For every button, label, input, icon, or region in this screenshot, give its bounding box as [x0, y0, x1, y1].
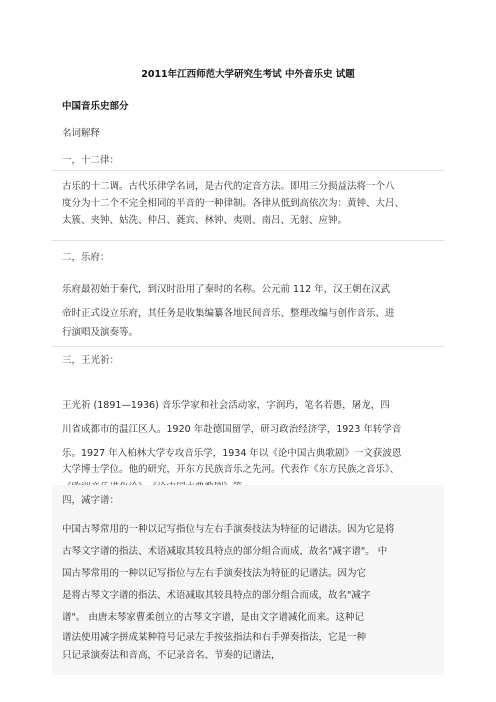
text-line: 谱"。 由唐末琴家曹柔创立的古琴文字谱，是由文字谱减化而来。这种记: [62, 612, 364, 623]
text-line: 大学博士学位。他的研究，开东方民族音乐之先河。代表作《东方民族之音乐》、: [62, 464, 400, 475]
section-title: 中国音乐史部分: [62, 101, 129, 112]
text-line: 王光祈 (1891—1936) 音乐学家和社会活动家，字润玙，笔名若愚，屠龙，四: [62, 400, 390, 411]
term-body-4: [62, 519, 434, 665]
text-line: 国古琴常用的一种以记写指位与左右手演奏技法为特征的记谱法。因为它: [62, 568, 367, 579]
divider: [52, 240, 444, 241]
term-heading-4: 四，减字谱：: [62, 495, 120, 506]
text-line: 度分为十二个不完全相同的半音的一种律制。各律从低到高依次为：黄钟、大吕、: [62, 198, 405, 209]
term-body-3: [62, 394, 434, 497]
text-line: 帝时正式设立乐府，其任务是收集编纂各地民间音乐、整理改编与创作音乐、进: [62, 308, 395, 319]
text-line: 太簇、夹钟、姑洗、仲吕、蕤宾、林钟、夷则、南吕、无射、应钟。: [62, 215, 348, 226]
document-title: 2011年江西师范大学研究生考试 中外音乐史 试题: [141, 69, 355, 80]
term-heading-2: 二，乐府：: [62, 252, 110, 263]
subsection-heading: 名词解释: [62, 128, 101, 139]
text-line: 乐。1927 年入柏林大学专攻音乐学，1934 年以《论中国古典歌剧》一文获波恩: [62, 448, 402, 459]
text-line: 古琴文字谱的指法、术语减取其较具特点的部分组合而成，故名"减字谱"。 中: [62, 546, 388, 557]
divider: [52, 346, 444, 347]
term-heading-3: 三，王光祈：: [62, 355, 120, 366]
text-line: 行演唱及演奏等。: [62, 327, 139, 338]
text-line: 川省成都市的温江区人。1920 年赴德国留学，研习政治经济学，1923 年转学音: [62, 424, 402, 435]
term-body-1: [62, 178, 434, 229]
term-body-2: [62, 280, 434, 342]
text-line: 谱法使用减字拼成某种符号记录左手按弦指法和右手弹奏指法，它是一种: [62, 632, 367, 643]
text-line: 乐府最初始于秦代，到汉时沿用了秦时的名称。公元前 112 年，汉王朝在汉武: [62, 284, 391, 295]
text-line: 是将古琴文字谱的指法、术语减取其较具特点的部分组合而成，故名"减字: [62, 590, 371, 601]
divider: [52, 170, 444, 171]
text-line: 只记录演奏法和音高，不记录音名、节奏的记谱法，: [62, 650, 281, 661]
text-line: 中国古琴常用的一种以记写指位与左右手演奏技法为特征的记谱法。因为它是将: [62, 524, 395, 535]
text-line: 古乐的十二调。古代乐律学名词，是古代的定音方法。即用三分损益法将一个八: [62, 181, 395, 192]
term-heading-1: 一，十二律：: [62, 155, 120, 166]
